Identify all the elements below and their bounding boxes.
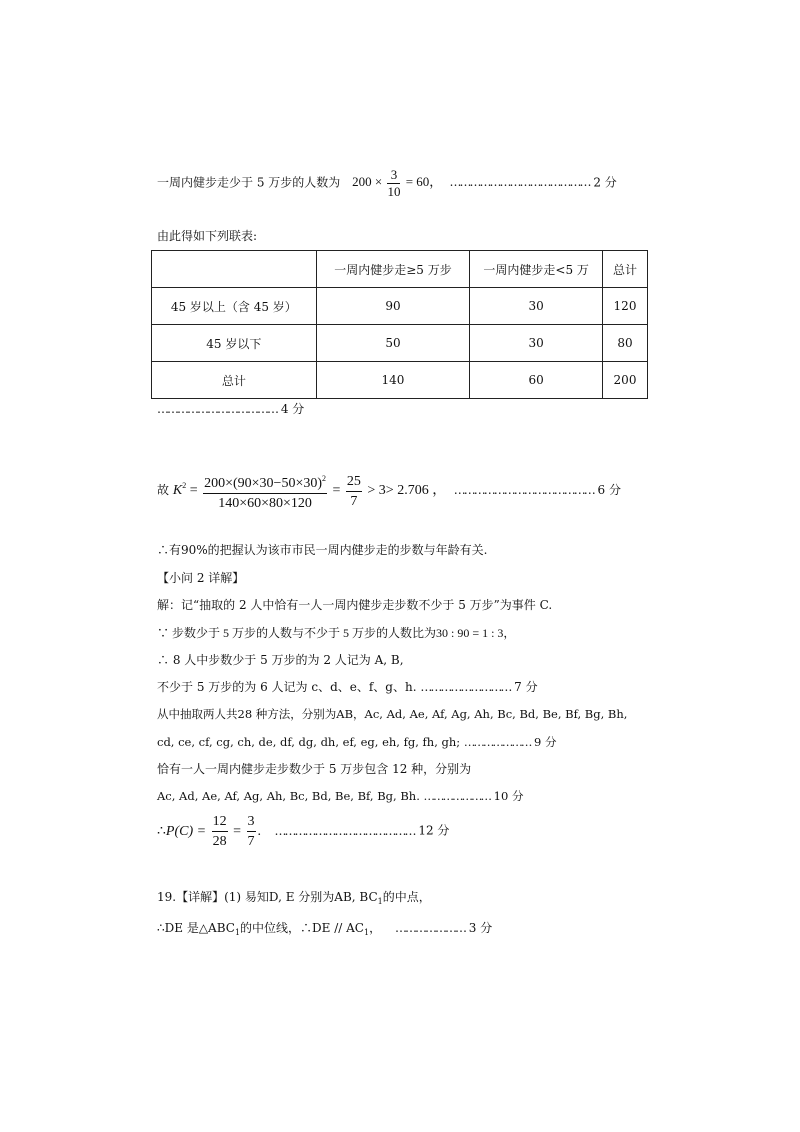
score-label: 12 分: [418, 823, 450, 838]
score-4-line: [157, 401, 304, 417]
walk-count-line: [157, 168, 617, 199]
score-label: 4 分: [280, 402, 305, 416]
walk-count-text: 一周内健步走少于 5 万步的人数为: [157, 175, 341, 190]
probability-result-fraction: $\frac{3}{7}$: [247, 814, 255, 849]
table-cell: 120: [603, 288, 648, 325]
probability-fraction: $\frac{12}{28}$: [212, 814, 227, 849]
walk-count-expr: 200 × $\frac{3}{10}$ = 60，: [352, 167, 443, 199]
conclusion-line: ∴有90%的把握认为该市市民一周内健步走的步数与年龄有关.: [157, 543, 488, 557]
table-cell: [152, 251, 317, 288]
table-cell: 30: [470, 288, 603, 325]
score-dots: …………………: [394, 921, 465, 935]
table-cell: 总计: [603, 251, 648, 288]
table-cell: 一周内健步走≥5 万步: [316, 251, 470, 288]
table-header-row: [152, 251, 648, 288]
probability-line: [157, 813, 449, 850]
table-cell: 45 岁以上（含 45 岁）: [152, 288, 317, 325]
score-dots: ………………………………: [157, 402, 277, 416]
other-line: 不少于 5 万步的为 6 人记为 c、d、e、f、g、h. ……………………… 7 分: [157, 680, 538, 694]
table-intro: 由此得如下列联表:: [157, 229, 258, 243]
table-cell: 45 岁以下: [152, 325, 317, 362]
table-cell: 60: [470, 362, 603, 399]
table-cell: 140: [316, 362, 470, 399]
pairs-line-2: cd, ce, cf, cg, ch, de, df, dg, dh, ef, eg, eh, fg, fh, gh; ………………… 9 分: [157, 735, 557, 749]
ab-line: ∴ 8 人中步数少于 5 万步的为 2 人记为 A, B,: [157, 653, 404, 667]
table-row: [152, 325, 648, 362]
table-row: [152, 362, 648, 399]
table-cell: 总计: [152, 362, 317, 399]
score-dots: …………………: [423, 789, 491, 803]
score-dots: ……………………………………: [453, 483, 594, 498]
ratio-line: ∵ 步数少于 5 万步的人数与不少于 5 万步的人数比为30 : 90 = 1 : 3，: [157, 626, 516, 640]
probability-expr: ∴P(C) = $\frac{12}{28}$ = $\frac{3}{7}$ .: [157, 814, 261, 849]
sub2-title: 【小问 2 详解】: [157, 571, 245, 585]
table-row: [152, 288, 648, 325]
pairs-line-1: 从中抽取两人共28 种方法，分别为AB，Ac, Ad, Ae, Af, Ag, Ah, Bc, Bd, Be, Bf, Bg, Bh,: [157, 707, 628, 721]
score-label: 2 分: [593, 175, 617, 190]
walk-fraction: $\frac{3}{10}$: [387, 167, 401, 199]
table-cell: 90: [316, 288, 470, 325]
score-dots: ………………………: [420, 680, 511, 694]
score-dots: …………………: [463, 735, 531, 749]
k-squared-expr: $K^2$ = $\frac{200\times(90\times 30-50\times 30)^2}{140\times 60\times 80\times 120}$ = $\frac{25}{7}$ > 3> 2.706 ，: [173, 483, 450, 498]
table-cell: 200: [603, 362, 648, 399]
k-squared-value-fraction: $\frac{25}{7}$: [346, 473, 361, 509]
table-cell: 30: [470, 325, 603, 362]
table-cell: 50: [316, 325, 470, 362]
score-label: 9 分: [533, 735, 557, 749]
table-cell: 80: [603, 325, 648, 362]
k-squared-fraction: $\frac{200\times(90\times 30-50\times 30)^2}{140\times 60\times 80\times 120}$: [203, 470, 327, 512]
de-line: ∴DE 是$\triangle ABC_1$的中位线，∴DE // $AC_1$， ………………… 3 分: [157, 921, 493, 937]
score-label: 6 分: [597, 483, 621, 498]
contingency-table: [151, 250, 648, 399]
table-cell: 一周内健步走<5 万: [470, 251, 603, 288]
exactly-line: 恰有一人一周内健步走步数少于 5 万步包含 12 种，分别为: [157, 762, 472, 776]
score-label: 10 分: [493, 789, 524, 803]
event-definition: 解：记“抽取的 2 人中恰有一人一周内健步走步数不少于 5 万步”为事件 C.: [157, 598, 553, 612]
exactly-list: Ac, Ad, Ae, Af, Ag, Ah, Bc, Bd, Be, Bf, Bg, Bh. ………………… 10 分: [157, 789, 524, 803]
score-dots: ……………………………………: [274, 823, 415, 838]
q19-line: 19.【详解】(1) 易知D, E 分别为AB, $BC_1$的中点，: [157, 890, 431, 906]
score-label: 7 分: [514, 680, 538, 694]
k-squared-line: 故 $K^2$ = $\frac{200\times(90\times 30-50\times 30)^2}{140\times 60\times 80\times 120}$ = $\frac{25}{7}$ > 3> 2.706 ， …………………………………… 6 分: [157, 470, 621, 512]
score-dots: ……………………………………: [449, 175, 590, 190]
score-label: 3 分: [468, 921, 493, 935]
